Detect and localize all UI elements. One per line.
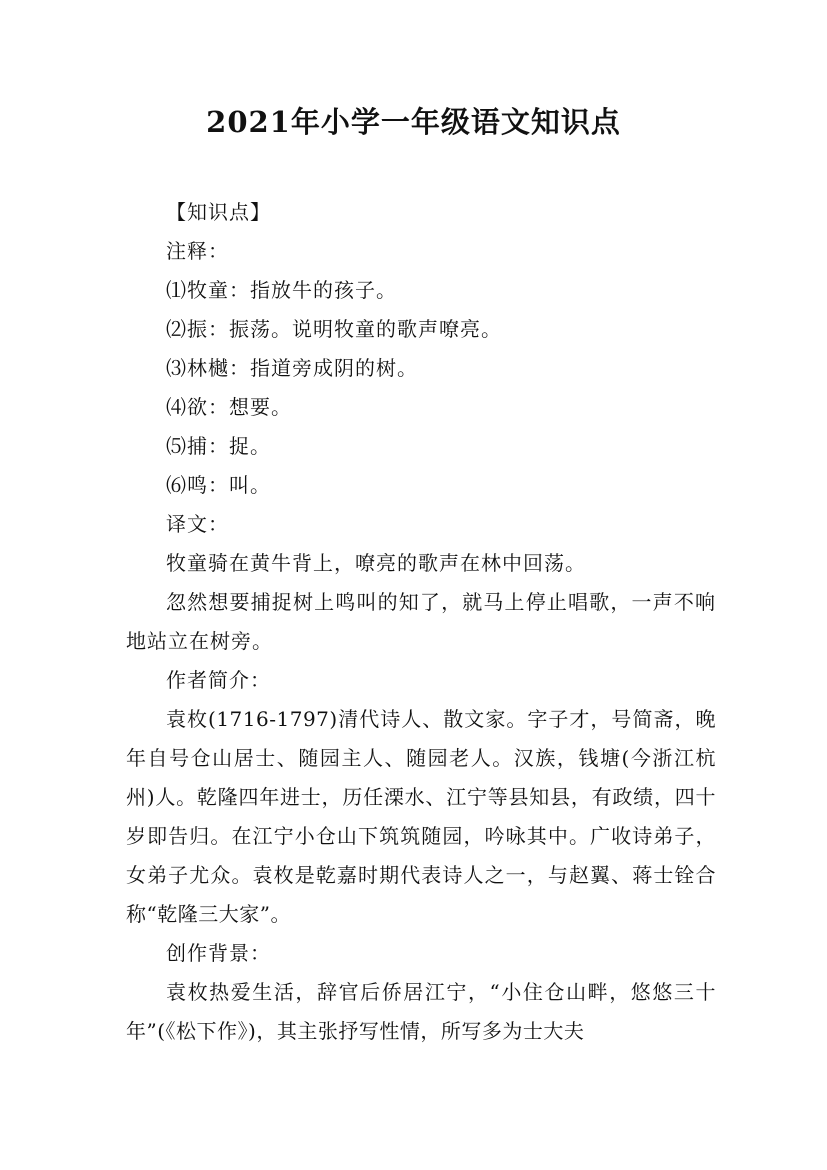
page-title: 2021年小学一年级语文知识点 bbox=[206, 105, 621, 139]
note-item: ⑴牧童：指放牛的孩子。 bbox=[166, 278, 397, 302]
note-item: ⑶林樾：指道旁成阴的树。 bbox=[166, 356, 418, 380]
background-paragraph: 袁枚热爱生活，辞官后侨居江宁，“小住仓山畔，悠悠三十年”(《松下作》)，其主张抒写性情，所写多为士大夫 bbox=[126, 980, 716, 1043]
note-item: ⑷欲：想要。 bbox=[166, 395, 292, 419]
document-body bbox=[126, 193, 716, 1051]
author-paragraph: 袁枚(1716-1797)清代诗人、散文家。字子才，号简斋，晚年自号仓山居士、随园主人、随园老人。汉族，钱塘(今浙江杭州)人。乾隆四年进士，历任溧水、江宁等县知县，有政绩，四十岁即告归。在江宁小仓山下筑筑随园，吟咏其中。广收诗弟子，女弟子尤众。袁枚是乾嘉时期代表诗人之一，与赵翼、蒋士铨合称“乾隆三大家”。 bbox=[126, 707, 716, 926]
section-heading-knowledge: 【知识点】 bbox=[166, 200, 271, 224]
translation-paragraph: 忽然想要捕捉树上鸣叫的知了，就马上停止唱歌，一声不响地站立在树旁。 bbox=[126, 590, 716, 653]
section-heading-author: 作者简介： bbox=[166, 668, 271, 692]
section-heading-notes: 注释： bbox=[166, 239, 229, 263]
section-heading-translation: 译文： bbox=[166, 512, 229, 536]
note-item: ⑵振：振荡。说明牧童的歌声嘹亮。 bbox=[166, 317, 502, 341]
translation-paragraph: 牧童骑在黄牛背上，嘹亮的歌声在林中回荡。 bbox=[166, 551, 586, 575]
note-item: ⑸捕：捉。 bbox=[166, 434, 271, 458]
section-heading-background: 创作背景： bbox=[166, 941, 271, 965]
note-item: ⑹鸣：叫。 bbox=[166, 473, 271, 497]
